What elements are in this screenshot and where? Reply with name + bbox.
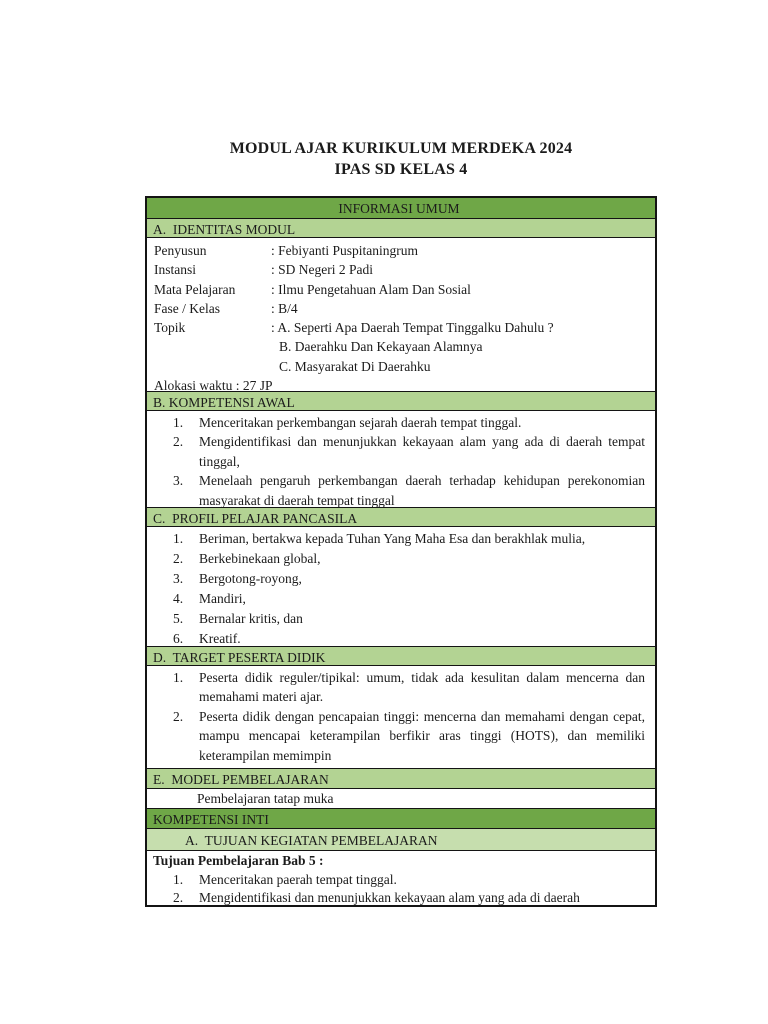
list-item: Mengidentifikasi dan menunjukkan kekayaan alam yang ada di daerah tempat tinggal, — [199, 434, 645, 469]
document-title-line1: MODUL AJAR KURIKULUM MERDEKA 2024 — [229, 140, 573, 157]
model-pembelajaran-value: Pembelajaran tatap muka — [197, 791, 334, 806]
section-tujuan-pembelajaran-header — [147, 828, 655, 850]
module-table — [145, 196, 657, 907]
topik-item-c: C. Masyarakat Di Daerahku — [279, 358, 431, 374]
section-header-label: A. IDENTITAS MODUL — [153, 221, 296, 237]
section-header-label: KOMPETENSI INTI — [153, 811, 269, 827]
field-value: : SD Negeri 2 Padi — [271, 262, 373, 278]
list-item: Mengidentifikasi dan menunjukkan kekayaan alam yang ada di daerah — [199, 889, 580, 905]
section-header-label: D. TARGET PESERTA DIDIK — [153, 649, 326, 665]
list-item: Mandiri, — [199, 591, 246, 606]
field-label: Penyusun — [154, 243, 207, 258]
alokasi-waktu: Alokasi waktu : 27 JP — [154, 378, 273, 391]
list-item: Kreatif. — [199, 631, 241, 646]
document-title-line2: IPAS SD KELAS 4 — [334, 161, 468, 178]
kompetensi-awal-content — [147, 410, 655, 507]
section-header-label: A. TUJUAN KEGIATAN PEMBELAJARAN — [185, 833, 438, 848]
section-identitas-header — [147, 218, 655, 237]
bab-title: Tujuan Pembelajaran Bab 5 : — [153, 853, 324, 868]
field-label: Topik — [154, 320, 186, 336]
list-item: Menceritakan paerah tempat tinggal. — [199, 871, 397, 887]
field-label: Mata Pelajaran — [154, 281, 236, 297]
field-row — [147, 260, 655, 279]
list-item: Menelaah pengaruh perkembangan daerah terhadap kehidupan perekonomian masyarakat di daerah tempat tinggal — [199, 473, 645, 507]
field-value: : Febiyanti Puspitaningrum — [271, 243, 418, 258]
list-item: Bernalar kritis, dan — [199, 611, 303, 626]
section-model-pembelajaran-header — [147, 768, 655, 788]
section-header-label: INFORMASI UMUM — [338, 200, 460, 216]
list-item: Peserta didik dengan pencapaian tinggi: mencerna dan memahami dengan cepat, mampu mencapai keterampilan berfikir aras tinggi (HOTS), dan memiliki keterampilan memimpin — [199, 708, 645, 763]
section-header-label: B. KOMPETENSI AWAL — [153, 394, 295, 410]
tujuan-pembelajaran-content — [147, 850, 655, 905]
section-kompetensi-awal-header — [147, 391, 655, 410]
profil-pancasila-content — [147, 526, 655, 646]
field-row — [147, 299, 655, 318]
list-item: Peserta didik reguler/tipikal: umum, tidak ada kesulitan dalam mencerna dan memahami materi ajar. — [199, 670, 645, 705]
document-page — [145, 138, 657, 907]
section-profil-pancasila-header — [147, 507, 655, 526]
topik-item-b: B. Daerahku Dan Kekayaan Alamnya — [279, 339, 483, 355]
list-item: Bergotong-royong, — [199, 571, 302, 586]
section-kompetensi-inti-header — [147, 808, 655, 828]
field-label: Instansi — [154, 262, 196, 278]
section-header-label: E. MODEL PEMBELAJARAN — [153, 771, 329, 787]
field-row — [147, 280, 655, 299]
field-value: : A. Seperti Apa Daerah Tempat Tinggalku Dahulu ? — [271, 320, 554, 336]
list-item: Beriman, bertakwa kepada Tuhan Yang Maha Esa dan berakhlak mulia, — [199, 531, 586, 546]
model-pembelajaran-content — [147, 788, 655, 808]
section-header-label: C. PROFIL PELAJAR PANCASILA — [153, 510, 358, 526]
field-row — [147, 241, 655, 260]
field-label: Fase / Kelas — [154, 300, 220, 316]
field-row — [147, 318, 655, 337]
identitas-content — [147, 237, 655, 391]
target-peserta-content — [147, 665, 655, 768]
section-informasi-umum-header — [147, 198, 655, 218]
list-item: Berkebinekaan global, — [199, 551, 321, 566]
list-item: Menceritakan perkembangan sejarah daerah tempat tinggal. — [199, 415, 522, 430]
field-value: : B/4 — [271, 300, 298, 316]
field-value: : Ilmu Pengetahuan Alam Dan Sosial — [271, 281, 471, 297]
section-target-peserta-header — [147, 646, 655, 665]
